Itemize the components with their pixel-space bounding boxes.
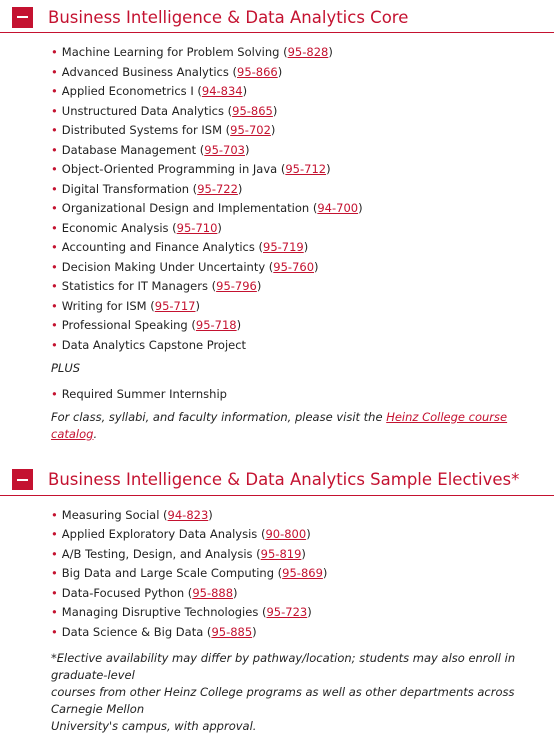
minus-icon [17,16,28,18]
bullet-dot: • [51,162,58,176]
course-name: Object-Oriented Programming in Java [62,162,277,176]
bullet-dot: • [51,143,58,157]
course-item: • A/B Testing, Design, and Analysis (95-819) [51,545,554,565]
course-code-link[interactable]: 95-710 [177,221,218,235]
course-code-link[interactable]: 95-719 [263,240,304,254]
course-name: A/B Testing, Design, and Analysis [62,547,253,561]
course-code-link[interactable]: 95-828 [288,45,329,59]
course-name: Economic Analysis [62,221,169,235]
course-code-link[interactable]: 95-888 [192,586,233,600]
bullet-dot: • [51,338,58,352]
course-code-link[interactable]: 95-717 [155,299,196,313]
core-course-list [0,43,554,336]
course-name: Applied Exploratory Data Analysis [62,527,258,541]
list-item [51,385,554,405]
course-code-link[interactable]: 95-718 [196,318,237,332]
course-item: • Big Data and Large Scale Computing (95-869) [51,564,554,584]
internship-list [0,385,554,405]
course-name: Accounting and Finance Analytics [62,240,255,254]
course-item: • Statistics for IT Managers (95-796) [51,277,554,297]
course-item: • Professional Speaking (95-718) [51,316,554,336]
course-item: • Object-Oriented Programming in Java (95-712) [51,160,554,180]
bullet-dot: • [51,45,58,59]
course-code-link[interactable]: 94-823 [168,508,209,522]
footnote-line: University's campus, with approval. [51,719,256,733]
course-item: • Advanced Business Analytics (95-866) [51,63,554,83]
course-name: Statistics for IT Managers [62,279,208,293]
footnote-line: *Elective availability may differ by pathway/location; students may also enroll in graduate-level [51,651,515,682]
catalog-note-prefix: For class, syllabi, and faculty information, please visit the [51,410,386,424]
course-code-link[interactable]: 94-700 [317,201,358,215]
course-item: • Data Science & Big Data (95-885) [51,623,554,643]
course-name: Writing for ISM [62,299,147,313]
bullet-dot: • [51,318,58,332]
course-item: • Applied Exploratory Data Analysis (90-800) [51,525,554,545]
list-item [51,336,554,356]
bullet-dot: • [51,387,58,401]
course-name: Distributed Systems for ISM [62,123,222,137]
course-name: Advanced Business Analytics [62,65,229,79]
bullet-dot: • [51,566,58,580]
bullet-dot: • [51,182,58,196]
footnote-line: courses from other Heinz College programs as well as other departments across Carnegie Mellon [51,685,515,716]
bullet-dot: • [51,279,58,293]
capstone-list [0,336,554,356]
course-name: Machine Learning for Problem Solving [62,45,280,59]
core-section-header[interactable] [0,2,554,33]
capstone-label: Data Analytics Capstone Project [62,338,246,352]
course-code-link[interactable]: 95-723 [266,605,307,619]
course-item: • Economic Analysis (95-710) [51,219,554,239]
course-item: • Unstructured Data Analytics (95-865) [51,102,554,122]
course-code-link[interactable]: 95-869 [282,566,323,580]
course-item: • Applied Econometrics I (94-834) [51,82,554,102]
course-code-link[interactable]: 90-800 [265,527,306,541]
course-code-link[interactable]: 95-819 [261,547,302,561]
course-name: Data Science & Big Data [62,625,203,639]
course-code-link[interactable]: 94-834 [202,84,243,98]
course-name: Organizational Design and Implementation [62,201,309,215]
bullet-dot: • [51,586,58,600]
bullet-dot: • [51,123,58,137]
bullet-dot: • [51,527,58,541]
course-name: Measuring Social [62,508,160,522]
course-name: Professional Speaking [62,318,188,332]
course-item: • Managing Disruptive Technologies (95-723) [51,603,554,623]
minus-icon [17,479,28,481]
course-name: Big Data and Large Scale Computing [62,566,274,580]
bullet-dot: • [51,547,58,561]
course-name: Applied Econometrics I [62,84,194,98]
internship-label: Required Summer Internship [62,387,227,401]
plus-label: PLUS [0,360,554,377]
course-name: Decision Making Under Uncertainty [62,260,265,274]
course-item: • Data-Focused Python (95-888) [51,584,554,604]
bullet-dot: • [51,240,58,254]
course-item: • Database Management (95-703) [51,141,554,161]
bullet-dot: • [51,260,58,274]
bullet-dot: • [51,508,58,522]
catalog-note-suffix: . [93,427,97,441]
bullet-dot: • [51,84,58,98]
bullet-dot: • [51,65,58,79]
course-item: • Organizational Design and Implementation (94-700) [51,199,554,219]
course-name: Managing Disruptive Technologies [62,605,259,619]
course-code-link[interactable]: 95-712 [285,162,326,176]
elective-course-list [0,506,554,643]
course-code-link[interactable]: 95-722 [197,182,238,196]
course-name: Digital Transformation [62,182,189,196]
electives-section-header[interactable] [0,465,554,496]
bullet-dot: • [51,299,58,313]
course-name: Data-Focused Python [62,586,184,600]
course-name: Unstructured Data Analytics [62,104,224,118]
core-section-title: Business Intelligence & Data Analytics Core [48,8,408,27]
bullet-dot: • [51,605,58,619]
elective-footnote [0,650,554,735]
collapse-toggle-button[interactable] [12,7,33,28]
bullet-dot: • [51,201,58,215]
course-code-link[interactable]: 95-796 [216,279,257,293]
bullet-dot: • [51,104,58,118]
bullet-dot: • [51,221,58,235]
course-item: • Writing for ISM (95-717) [51,297,554,317]
electives-section [0,465,554,735]
course-item: • Decision Making Under Uncertainty (95-760) [51,258,554,278]
collapse-toggle-button[interactable] [12,469,33,490]
course-code-link[interactable]: 95-865 [232,104,273,118]
course-code-link[interactable]: 95-703 [204,143,245,157]
course-code-link[interactable]: 95-760 [273,260,314,274]
bullet-dot: • [51,625,58,639]
course-item: • Measuring Social (94-823) [51,506,554,526]
catalog-note [0,409,554,443]
course-catalog-link[interactable]: Heinz College course catalog [51,410,507,441]
course-code-link[interactable]: 95-702 [230,123,271,137]
electives-section-title: Business Intelligence & Data Analytics Sample Electives* [48,470,519,489]
course-item: • Accounting and Finance Analytics (95-719) [51,238,554,258]
course-code-link[interactable]: 95-866 [237,65,278,79]
course-item: • Distributed Systems for ISM (95-702) [51,121,554,141]
course-code-link[interactable]: 95-885 [211,625,252,639]
course-name: Database Management [62,143,196,157]
course-item: • Machine Learning for Problem Solving (95-828) [51,43,554,63]
course-item: • Digital Transformation (95-722) [51,180,554,200]
